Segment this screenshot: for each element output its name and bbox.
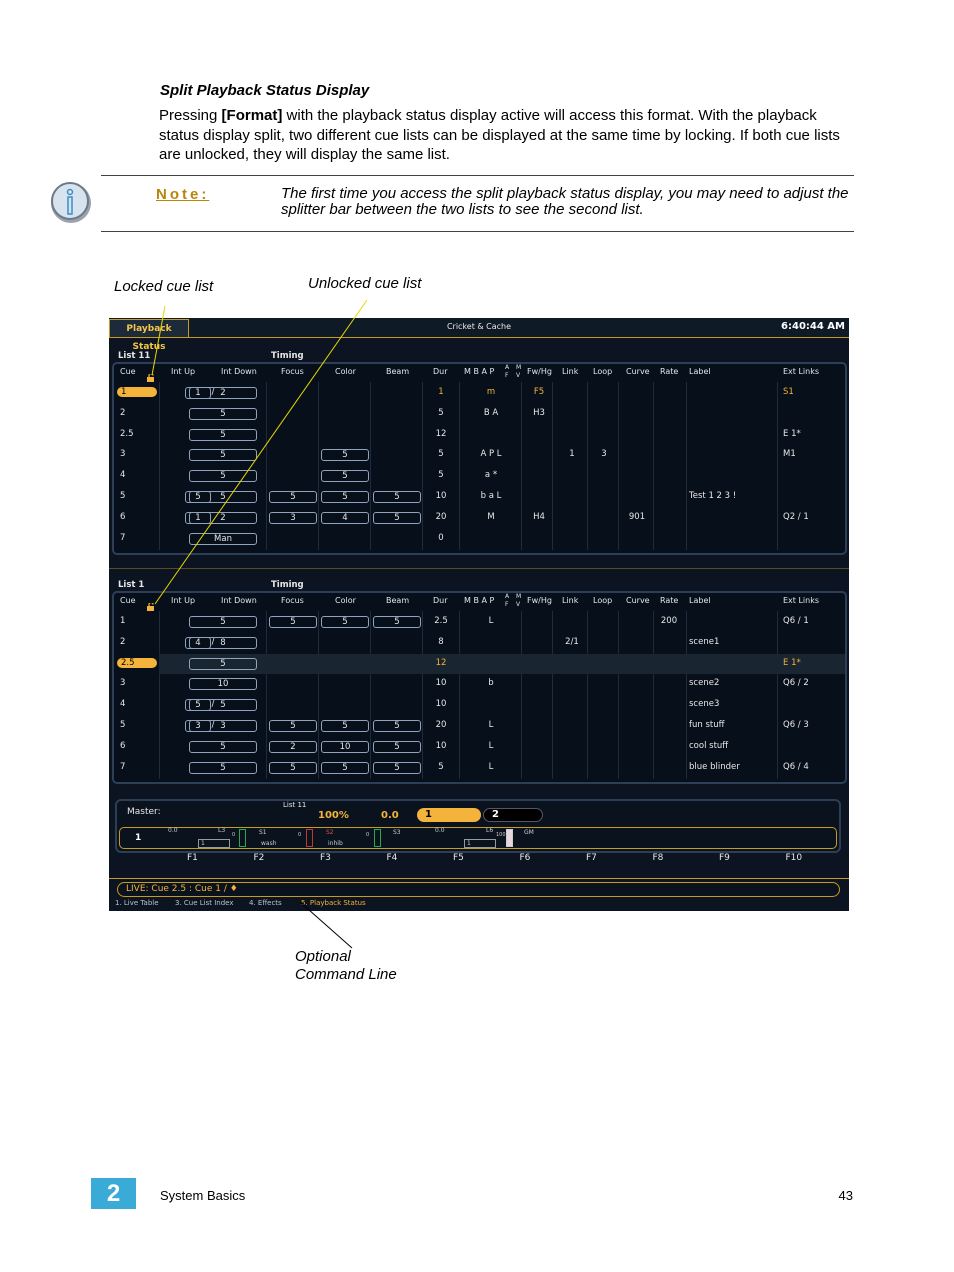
clock: 6:40:44 AM [781, 321, 845, 332]
column-header: F [505, 372, 509, 379]
slash: / [211, 387, 215, 397]
fw-hg: F5 [533, 387, 545, 397]
duration: 5 [438, 470, 444, 481]
duration: 0 [438, 532, 444, 543]
color-field[interactable]: 5 [321, 616, 369, 628]
int-down-field[interactable]: 5 [189, 429, 257, 441]
function-key[interactable]: F2 [253, 853, 265, 863]
duration: 10 [435, 740, 447, 751]
mbap-flags: M [487, 511, 495, 522]
beam-field[interactable]: 5 [373, 616, 421, 628]
cue-number[interactable]: 4 [120, 699, 126, 710]
column-header: Int Up [171, 596, 196, 605]
duration: 5 [438, 449, 444, 460]
master-time: 0.0 [381, 810, 399, 821]
beam-field[interactable]: 5 [373, 741, 421, 753]
int-down-field[interactable]: 5 [189, 449, 257, 461]
column-header: V [516, 372, 521, 379]
column-header: M B A P [464, 367, 495, 376]
format-key: [Format] [221, 107, 283, 124]
show-title: Cricket & Cache [446, 322, 512, 331]
column-header: Int Down [221, 367, 257, 376]
column-header: Label [689, 367, 711, 376]
ext-links: Q6 / 4 [783, 761, 809, 772]
column-header: Curve [626, 367, 650, 376]
mbap-flags: B A [483, 407, 499, 418]
function-key[interactable]: F5 [453, 853, 464, 863]
tab-playback-status[interactable]: Playback Status [109, 319, 189, 337]
command-line[interactable]: LIVE: Cue 2.5 : Cue 1 / ♦ [117, 882, 840, 897]
callout-locked: Locked cue list [114, 278, 214, 295]
note-label: Note: [156, 186, 210, 203]
duration: 2.5 [434, 616, 448, 626]
cue-label: scene2 [689, 678, 720, 689]
beam-field[interactable]: 5 [373, 762, 421, 774]
column-header: A [505, 364, 510, 371]
function-key[interactable]: F7 [586, 853, 597, 863]
int-up-field[interactable]: 1 [185, 512, 211, 524]
section-paragraph: Pressing [Format] with the playback status display active will access this format. With the playback status display split, two different cue lists can be displayed at the same time by locking. If both cue lists are unlocked, they will display the same list. [159, 107, 840, 163]
current-cue-indicator: 1 [417, 808, 481, 822]
column-header: Fw/Hg [527, 367, 552, 376]
master-list: List 11 [283, 801, 307, 809]
ext-links: Q2 / 1 [783, 511, 809, 522]
beam-field[interactable]: 5 [373, 720, 421, 732]
color-field[interactable]: 10 [321, 741, 369, 753]
fader-zero-3: 0 [366, 832, 370, 838]
cue-number[interactable]: 4 [120, 470, 126, 481]
duration: 1 [438, 387, 444, 397]
link: 2/1 [565, 636, 579, 647]
fw-hg: H4 [533, 511, 545, 522]
mbap-flags: L [488, 740, 494, 751]
ext-links: E 1* [783, 428, 801, 439]
column-header: Focus [281, 596, 304, 605]
column-header: A [505, 593, 510, 600]
column-header: Rate [660, 367, 679, 376]
rate: 200 [660, 616, 678, 626]
callout-cmd-2: Command Line [295, 966, 397, 983]
bottom-list-name: List 1 [118, 580, 145, 590]
page-number: 43 [838, 1188, 853, 1203]
next-cue-indicator: 2 [483, 808, 543, 822]
color-field[interactable]: 5 [321, 470, 369, 482]
mbap-flags: A P L [480, 449, 502, 460]
duration: 10 [435, 491, 447, 501]
cue-number[interactable]: 3 [120, 449, 126, 460]
fader-s3: S3 [393, 829, 401, 836]
column-header: M B A P [464, 596, 495, 605]
function-key[interactable]: F10 [785, 853, 803, 863]
color-field[interactable]: 5 [321, 449, 369, 461]
column-header: Loop [593, 367, 613, 376]
fader-input-1[interactable]: 1 [198, 839, 230, 848]
color-field[interactable]: 5 [321, 720, 369, 732]
column-header: Ext Links [783, 367, 820, 376]
focus-field[interactable]: 5 [269, 720, 317, 732]
duration: 10 [435, 678, 447, 689]
cue-number[interactable]: 2 [120, 636, 126, 647]
duration: 5 [438, 761, 444, 772]
cue-number[interactable]: 6 [120, 740, 126, 751]
int-up-field[interactable]: 5 [185, 699, 211, 711]
int-down-field[interactable]: 5 [189, 470, 257, 482]
column-header: Cue [120, 596, 136, 605]
cue-number[interactable]: 6 [120, 511, 126, 522]
fader-s2: S2 [326, 829, 334, 836]
column-header: Link [562, 367, 579, 376]
duration: 10 [435, 699, 447, 710]
duration: 12 [435, 657, 447, 668]
bottom-tab[interactable]: 4. Effects [249, 899, 282, 907]
ext-links: S1 [783, 387, 794, 397]
int-down-field[interactable]: 5 [189, 741, 257, 753]
column-header: Rate [660, 596, 679, 605]
function-key[interactable]: F3 [320, 853, 331, 863]
chapter-number: 2 [91, 1178, 136, 1209]
fader-zero-2: 0 [298, 832, 302, 838]
cue-number[interactable]: 3 [120, 678, 126, 689]
fader-100: 100 [496, 832, 506, 838]
bottom-tab[interactable]: 5. Playback Status [301, 899, 366, 907]
cue-label: Test 1 2 3 ! [689, 491, 737, 501]
bottom-timing-label: Timing [271, 580, 304, 590]
int-down-field[interactable]: 5 [189, 491, 257, 503]
column-header: Cue [120, 367, 136, 376]
color-field[interactable]: 5 [321, 491, 369, 503]
mbap-flags: m [486, 387, 496, 397]
cue-label: scene3 [689, 699, 720, 710]
cue-number[interactable]: 7 [120, 532, 126, 543]
column-header: Dur [433, 367, 448, 376]
mbap-flags: L [488, 616, 494, 626]
focus-field[interactable]: 5 [269, 616, 317, 628]
mbap-flags: a * [484, 470, 498, 481]
cue-label: cool stuff [689, 740, 729, 751]
color-field[interactable]: 4 [321, 512, 369, 524]
duration: 8 [438, 636, 444, 647]
note-text: The first time you access the split playback status display, you may need to adjust the splitter bar between the two lists to see the second list. [281, 185, 849, 218]
cue-number[interactable]: 7 [120, 761, 126, 772]
cue-label: fun stuff [689, 720, 725, 730]
fader-wash: wash [261, 840, 277, 847]
column-header: Focus [281, 367, 304, 376]
int-up-field[interactable]: 5 [185, 491, 211, 503]
fader-zero-1: 0 [232, 832, 236, 838]
int-up-field[interactable]: 3 [185, 720, 211, 732]
loop: 3 [601, 449, 607, 460]
mbap-flags: b a L [480, 491, 502, 501]
top-list-name: List 11 [118, 351, 151, 361]
slash: / [211, 636, 215, 647]
column-header: Ext Links [783, 596, 820, 605]
cue-number[interactable]: 2 [120, 407, 126, 418]
int-down-field[interactable]: 5 [189, 658, 257, 670]
int-down-field[interactable]: 5 [189, 699, 257, 711]
fw-hg: H3 [533, 407, 545, 418]
fader-inhib: inhib [328, 840, 343, 847]
column-header: Link [562, 596, 579, 605]
int-down-field[interactable]: 5 [189, 616, 257, 628]
mbap-flags: L [488, 761, 494, 772]
bottom-tab[interactable]: 3. Cue List Index [175, 899, 234, 907]
cue-number[interactable]: 5 [120, 720, 126, 730]
column-header: M [516, 593, 522, 600]
callout-cmd-1: Optional [295, 948, 351, 965]
column-header: Color [335, 596, 356, 605]
int-down-field[interactable]: 2 [189, 512, 257, 524]
fader-time-2: 0.0 [435, 827, 445, 834]
section-heading: Split Playback Status Display [160, 82, 370, 99]
int-up-field[interactable]: 1 [185, 387, 211, 399]
function-key[interactable]: F9 [719, 853, 730, 863]
bottom-tab[interactable]: 1. Live Table [115, 899, 159, 907]
function-key[interactable]: F1 [187, 853, 198, 863]
duration: 5 [438, 407, 444, 418]
int-down-field[interactable]: 8 [189, 637, 257, 649]
function-key[interactable]: F8 [652, 853, 664, 863]
link: 1 [569, 449, 575, 460]
mbap-flags: L [488, 720, 494, 730]
master-label: Master: [127, 807, 161, 817]
function-key[interactable]: F4 [386, 853, 398, 863]
focus-field[interactable]: 2 [269, 741, 317, 753]
int-down-field[interactable]: 5 [189, 762, 257, 774]
column-header: Loop [593, 596, 613, 605]
cue-number[interactable]: 5 [120, 491, 126, 501]
ext-links: E 1* [783, 657, 801, 668]
beam-field[interactable]: 5 [373, 512, 421, 524]
ext-links: Q6 / 1 [783, 616, 809, 626]
int-down-field[interactable]: 5 [189, 408, 257, 420]
column-header: Fw/Hg [527, 596, 552, 605]
ext-links: Q6 / 2 [783, 678, 809, 689]
column-header: Int Up [171, 367, 196, 376]
footer-section: System Basics [160, 1188, 246, 1203]
cue-number[interactable]: 2.5 [117, 658, 157, 668]
cue-number[interactable]: 2.5 [120, 428, 134, 439]
column-header: Label [689, 596, 711, 605]
column-header: M [516, 364, 522, 371]
column-header: Int Down [221, 596, 257, 605]
column-header: F [505, 601, 509, 608]
cue-number[interactable]: 1 [120, 616, 126, 626]
beam-field[interactable]: 5 [373, 491, 421, 503]
int-down-field[interactable]: 3 [189, 720, 257, 732]
focus-field[interactable]: 5 [269, 491, 317, 503]
int-down-field[interactable]: 2 [189, 387, 257, 399]
slash: / [211, 699, 215, 710]
duration: 20 [435, 511, 447, 522]
master-percent: 100% [318, 810, 349, 821]
cue-label: scene1 [689, 636, 720, 647]
focus-field[interactable]: 5 [269, 762, 317, 774]
fader-input-2[interactable]: 1 [464, 839, 496, 848]
column-header: Dur [433, 596, 448, 605]
column-header: Curve [626, 596, 650, 605]
fader-s1: S1 [259, 829, 267, 836]
slash: / [211, 720, 215, 730]
duration: 12 [435, 428, 447, 439]
function-key[interactable]: F6 [519, 853, 531, 863]
column-header: Beam [386, 596, 410, 605]
fader-cue: 1 [135, 833, 142, 843]
color-field[interactable]: 5 [321, 762, 369, 774]
int-up-field[interactable]: 4 [185, 637, 211, 649]
fader-time-1: 0.0 [168, 827, 178, 834]
curve: 901 [628, 511, 646, 522]
fader-l3: L3 [218, 827, 226, 834]
int-down-field[interactable]: 10 [189, 678, 257, 690]
cue-number[interactable]: 1 [117, 387, 157, 397]
ext-links: M1 [783, 449, 796, 460]
duration: 20 [435, 720, 447, 730]
ext-links: Q6 / 3 [783, 720, 809, 730]
focus-field[interactable]: 3 [269, 512, 317, 524]
int-down-field[interactable]: Man [189, 533, 257, 545]
fader-gm: GM [524, 829, 534, 836]
column-header: Color [335, 367, 356, 376]
column-header: Beam [386, 367, 410, 376]
callout-unlocked: Unlocked cue list [308, 275, 422, 292]
cue-label: blue blinder [689, 761, 740, 772]
mbap-flags: b [488, 678, 494, 689]
column-header: V [516, 601, 521, 608]
top-timing-label: Timing [271, 351, 304, 361]
fader-l6: L6 [486, 827, 494, 834]
